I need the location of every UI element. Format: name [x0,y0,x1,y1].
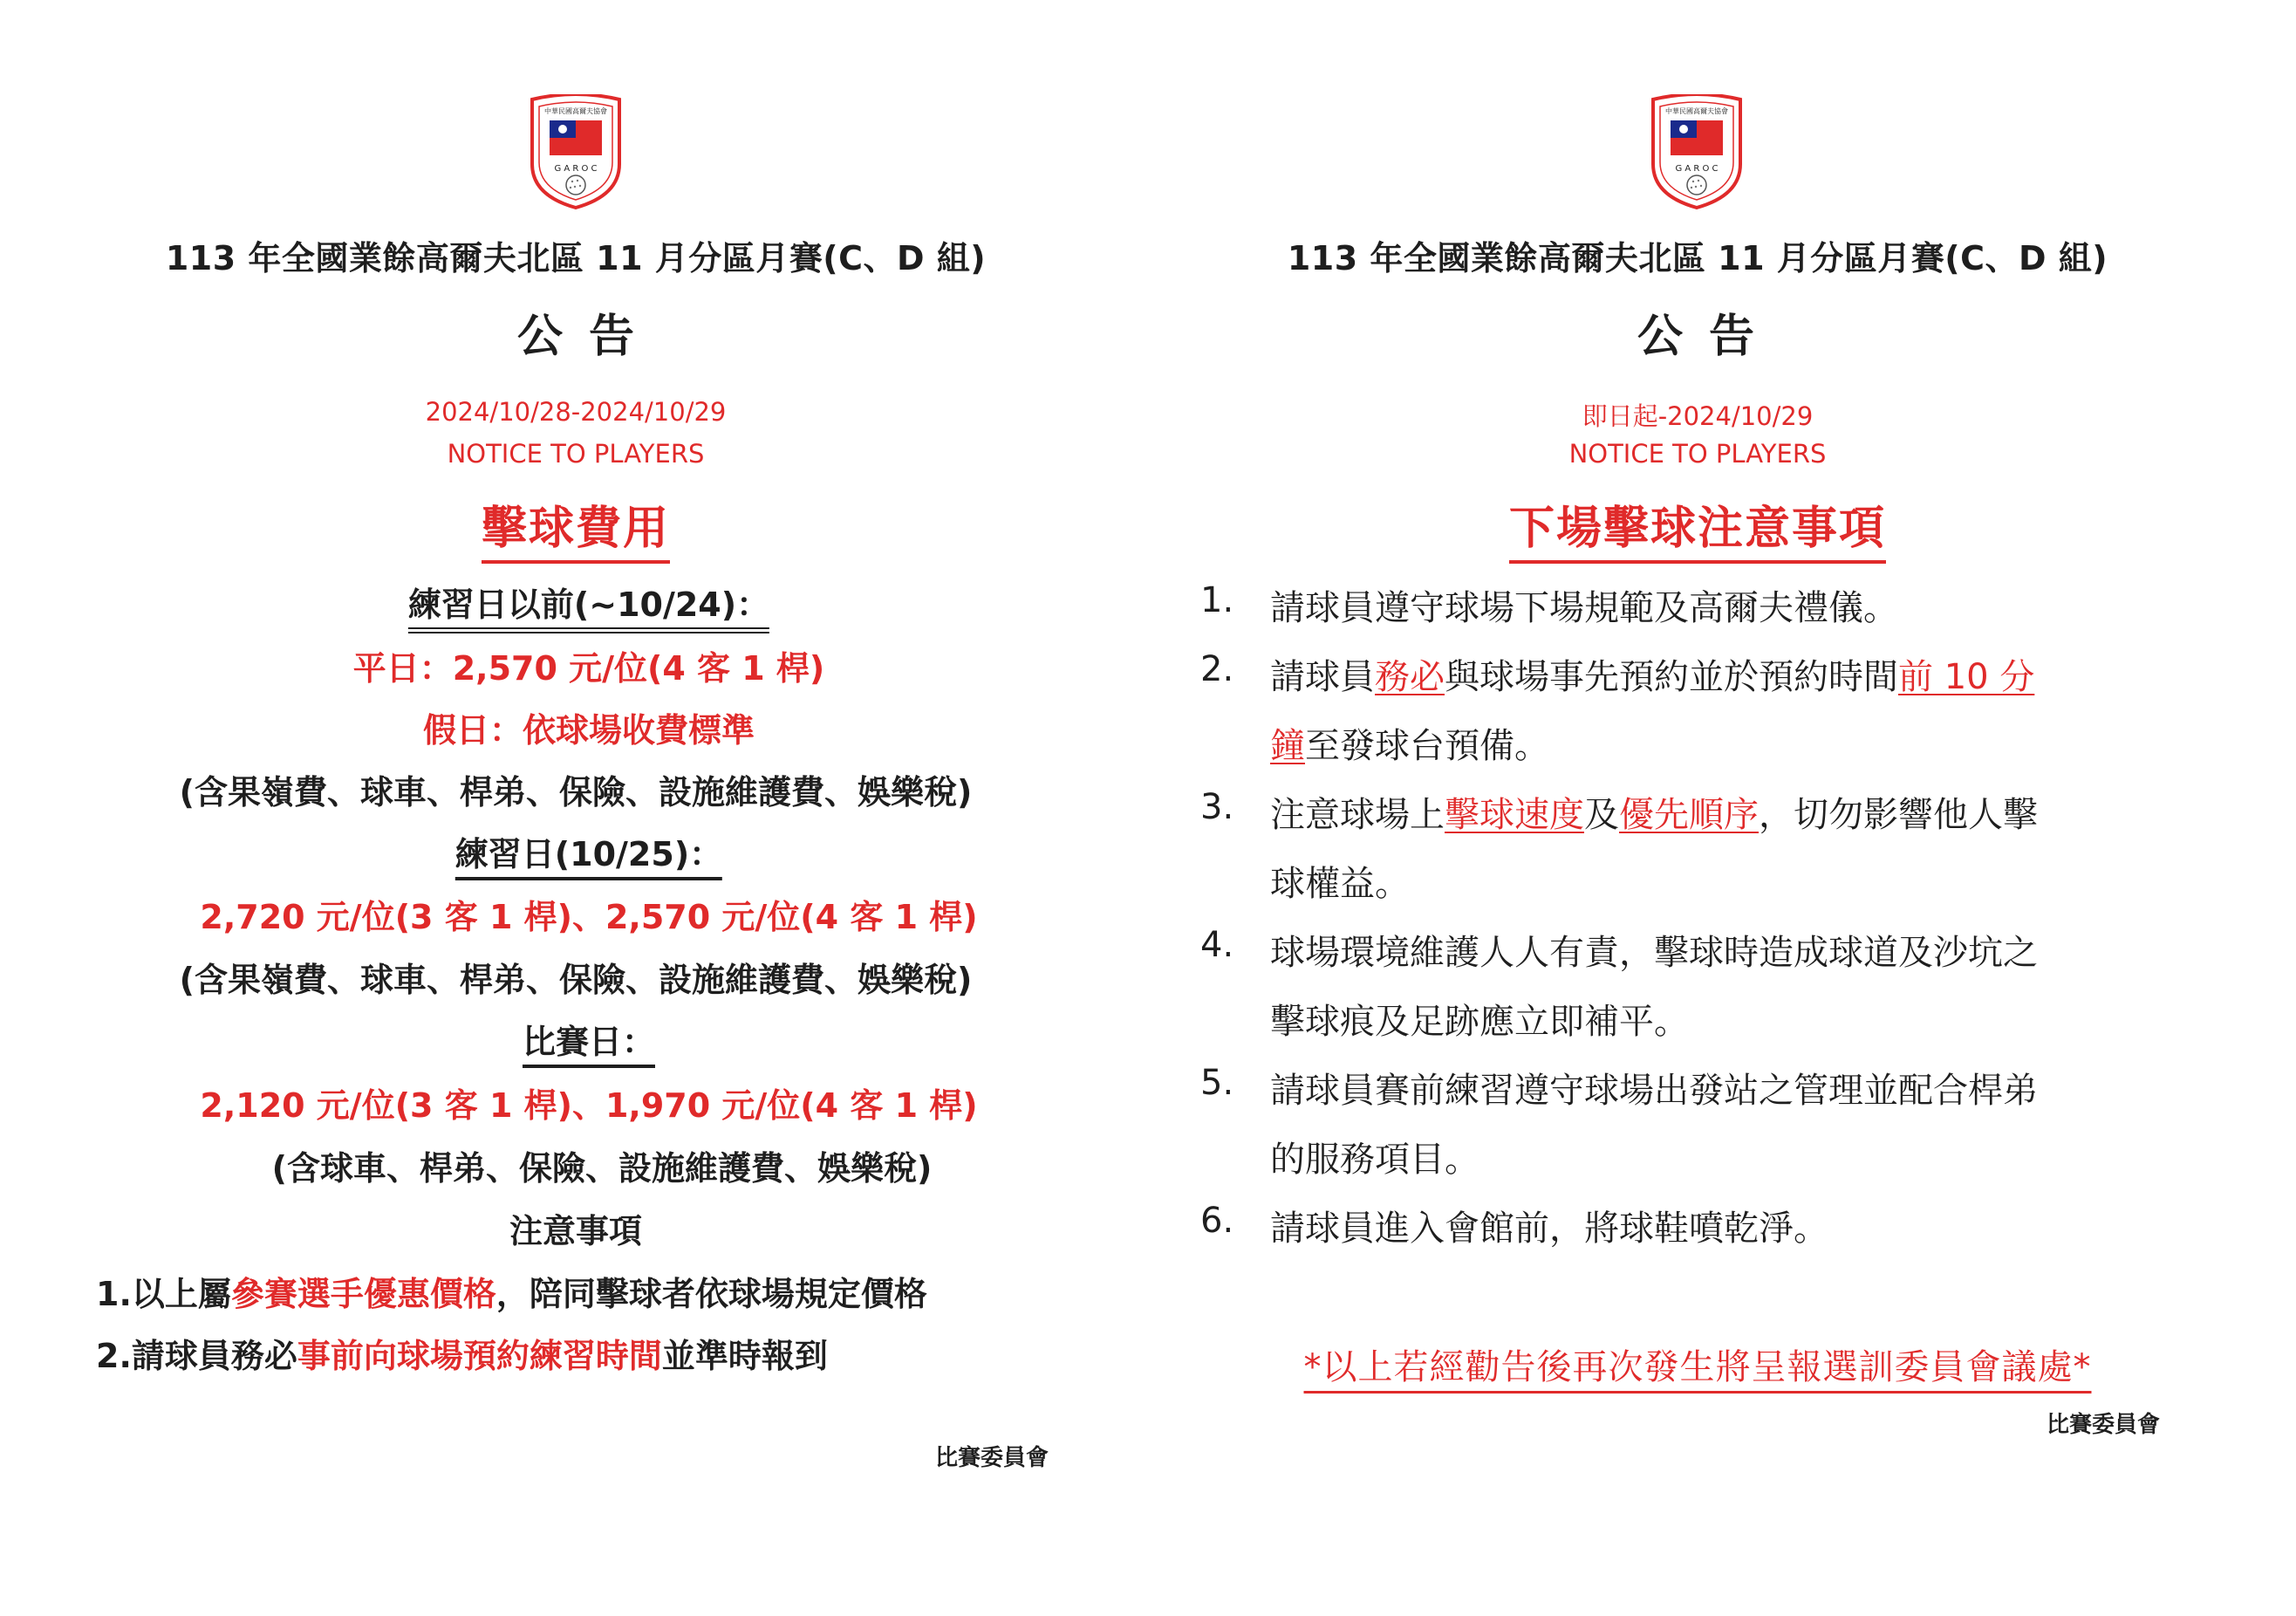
logo-ring-text: 中華民國高爾夫協會 [1665,107,1728,115]
notes-heading: 注意事項 [509,1212,643,1250]
committee-signature: 比賽委員會 [2047,1412,2161,1438]
holiday-price: 假日：依球場收費標準 [422,711,755,750]
notice-to-players: NOTICE TO PLAYERS [447,439,705,469]
page-title: 113 年全國業餘高爾夫北區 11 月分區月賽(C、D 組) [1287,239,2108,277]
section-heading-fees: 擊球費用 [482,491,670,564]
rule-segment: 請球員賽前練習遵守球場出發站之管理並配合桿弟 [1270,1071,2038,1111]
right-notice-panel [1148,0,2296,1616]
note-1-suffix: ，陪同擊球者依球場規定價格 [495,1275,927,1313]
rule-segment: 擊球痕及足跡應立即補平。 [1270,1002,1689,1042]
garoc-logo [527,94,625,211]
garoc-shield-icon [1648,94,1746,211]
notice-heading: 公告 [1637,311,1781,363]
rule-number: 5. [1200,1063,1234,1103]
rule-number: 3. [1200,787,1234,827]
page-title: 113 年全國業餘高爾夫北區 11 月分區月賽(C、D 組) [165,239,987,277]
notice-heading: 公告 [516,311,661,363]
rule-highlight: 務必 [1375,657,1445,697]
rule-segment: 請球員進入會館前，將球鞋噴乾淨。 [1270,1209,1828,1249]
committee-signature: 比賽委員會 [935,1445,1049,1471]
includes-note-3: (含球車、桿弟、保險、設施維護費、娛樂稅) [271,1149,933,1188]
rule-highlight: 鐘 [1270,726,1305,766]
rule-line [1270,787,2038,837]
rule-line [1270,994,1689,1044]
match-day-heading: 比賽日： [523,1015,655,1068]
rule-segment: 的服務項目。 [1270,1140,1479,1180]
rule-segment: 至發球台預備。 [1305,726,1549,766]
rule-line [1270,856,1410,906]
note-1-prefix: 1.以上屬 [96,1275,231,1313]
rule-number: 6. [1200,1201,1234,1241]
rule-line [1270,1132,1479,1181]
rule-highlight: 擊球速度 [1445,795,1584,835]
weekday-price: 平日：2,570 元/位(4 客 1 桿) [352,649,825,688]
practice-day-price: 2,720 元/位(3 客 1 桿)、2,570 元/位(4 客 1 桿) [200,898,978,936]
rule-line [1270,1201,1828,1250]
logo-letters: G A R O C [1675,164,1719,174]
rule-number: 2. [1200,649,1234,689]
note-1-highlight: 參賽選手優惠價格 [230,1275,496,1313]
rule-segment: 及 [1584,795,1619,835]
includes-note-1: (含果嶺費、球車、桿弟、保險、設施維護費、娛樂稅) [179,773,973,811]
rule-segment: 與球場事先預約並於預約時間 [1445,657,1898,697]
rule-segment: 注意球場上 [1270,795,1445,835]
match-day-price: 2,120 元/位(3 客 1 桿)、1,970 元/位(4 客 1 桿) [200,1086,978,1125]
logo-ring-text: 中華民國高爾夫協會 [544,107,607,115]
rule-number: 1. [1200,580,1234,620]
practice-day-heading: 練習日(10/25)： [455,827,722,880]
rule-line [1270,649,2034,699]
note-item-1 [96,1267,927,1315]
rule-segment: 球權益。 [1270,864,1410,904]
rule-segment: 球場環境維護人人有責，擊球時造成球道及沙坑之 [1270,933,2038,973]
section-heading-rules: 下場擊球注意事項 [1509,491,1886,564]
rule-highlight: 優先順序 [1619,795,1759,835]
note-2-suffix: 並準時報到 [661,1337,828,1375]
date-range: 即日起-2024/10/29 [1582,401,1814,431]
rule-line [1270,925,2038,975]
rule-segment: 請球員 [1270,657,1375,697]
before-practice-heading: 練習日以前(~10/24)： [408,578,769,633]
warning-statement: *以上若經勸告後再次發生將呈報選訓委員會議處* [1304,1339,2092,1393]
rule-highlight: 前 10 分 [1898,657,2035,697]
rule-line [1270,718,1549,768]
rule-line [1270,1063,2038,1113]
note-item-2 [96,1329,828,1377]
rule-number: 4. [1200,925,1234,965]
notice-to-players: NOTICE TO PLAYERS [1568,439,1827,469]
logo-letters: G A R O C [554,164,598,174]
rule-line [1270,580,1898,630]
rule-segment: ，切勿影響他人擊 [1759,795,2038,835]
includes-note-2: (含果嶺費、球車、桿弟、保險、設施維護費、娛樂稅) [179,961,973,999]
garoc-logo [1648,94,1746,211]
garoc-shield-icon [527,94,625,211]
note-2-highlight: 事前向球場預約練習時間 [297,1337,662,1375]
rule-segment: 請球員遵守球場下場規範及高爾夫禮儀。 [1270,588,1898,628]
date-range: 2024/10/28-2024/10/29 [425,397,727,427]
note-2-prefix: 2.請球員務必 [96,1337,297,1375]
